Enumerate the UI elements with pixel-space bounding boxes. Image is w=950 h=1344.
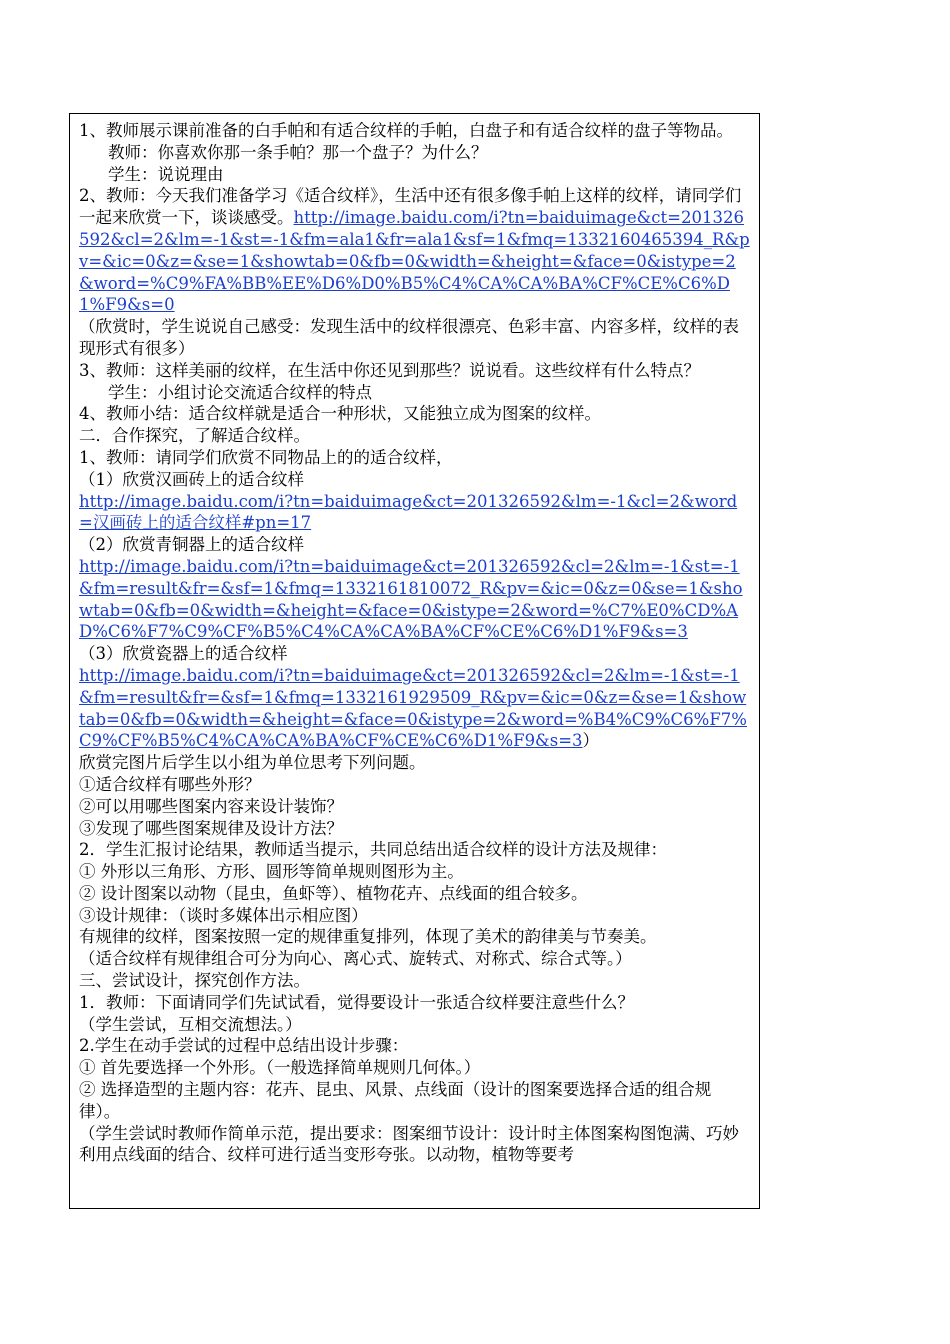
paragraph-text: （学生尝试，互相交流想法。）: [79, 1014, 302, 1034]
paragraph: [79, 491, 750, 535]
lesson-content: [79, 120, 750, 1166]
image-link[interactable]: http://image.baidu.com/i?tn=baiduimage&ct=201326592&cl=2&lm=-1&st=-1&fm=result&fr=&sf=1&fmq=1332161929509_R&pv=&ic=0&z=&se=1&showtab=0&fb=0&width=&height=&face=0&istype=2&word=%B4%C9%C6%F7%C9%CF%B5%C4%CA%CA%BA%CF%CE%C6%D1%F9&s=3: [79, 665, 747, 751]
paragraph-text: （学生尝试时教师作简单示范，提出要求：图案细节设计：设计时主体图案构图饱满、巧妙利用点线面的结合、纹样可进行适当变形夸张。以动物，植物等要考: [79, 1123, 739, 1165]
paragraph-suffix: ）: [582, 731, 600, 751]
paragraph-text: （2）欣赏青铜器上的适合纹样: [79, 535, 304, 555]
paragraph-text: ① 首先要选择一个外形。（一般选择简单规则几何体。）: [79, 1058, 481, 1078]
paragraph-text: 2.学生在动手尝试的过程中总结出设计步骤：: [79, 1036, 409, 1056]
paragraph-text: 2、教师：今天我们准备学习《适合纹样》，生活中还有很多像手帕上这样的纹样，请同学们一起来欣赏一下，谈谈感受。: [79, 186, 742, 228]
paragraph: [79, 447, 750, 469]
paragraph-text: ③发现了哪些图案规律及设计方法？: [79, 818, 343, 838]
image-link[interactable]: http://image.baidu.com/i?tn=baiduimage&ct=201326592&lm=-1&cl=2&word=汉画砖上的适合纹样#pn=17: [79, 491, 738, 533]
paragraph: [79, 425, 750, 447]
paragraph-text: （1）欣赏汉画砖上的适合纹样: [79, 469, 304, 489]
paragraph-text: ②可以用哪些图案内容来设计装饰？: [79, 796, 343, 816]
paragraph: [79, 643, 750, 665]
paragraph: [79, 992, 750, 1014]
image-link[interactable]: http://image.baidu.com/i?tn=baiduimage&ct=201326592&cl=2&lm=-1&st=-1&fm=result&fr=&sf=1&fmq=1332161810072_R&pv=&ic=0&z=0&se=1&showtab=0&fb=0&width=&height=&face=0&istype=2&word=%C7%E0%CD%AD%C6%F7%C9%CF%B5%C4%CA%CA%BA%CF%CE%C6%D1%F9&s=3: [79, 556, 743, 642]
paragraph: [79, 142, 750, 164]
paragraph-text: 4、教师小结：适合纹样就是适合一种形状，又能独立成为图案的纹样。: [79, 404, 601, 424]
paragraph: [79, 818, 750, 840]
paragraph: [79, 185, 750, 316]
paragraph-text: 1、教师：请同学们欣赏不同物品上的的适合纹样，: [79, 447, 453, 467]
paragraph: [79, 1123, 750, 1167]
paragraph: [79, 839, 750, 861]
paragraph: [79, 665, 750, 752]
paragraph: [79, 752, 750, 774]
paragraph: [79, 382, 750, 404]
paragraph: [79, 883, 750, 905]
paragraph-text: （3）欣赏瓷器上的适合纹样: [79, 644, 288, 664]
paragraph: [79, 1057, 750, 1079]
paragraph: [79, 926, 750, 948]
paragraph: [79, 905, 750, 927]
paragraph: [79, 1079, 750, 1123]
image-link[interactable]: http://image.baidu.com/i?tn=baiduimage&ct=201326592&cl=2&lm=-1&st=-1&fm=ala1&fr=ala1&sf=1&fmq=1332160465394_R&pv=&ic=0&z=&se=1&showtab=0&fb=0&width=&height=&face=0&istype=2&word=%C9%FA%BB%EE%D6%D0%B5%C4%CA%CA%BA%CF%CE%C6%D1%F9&s=0: [79, 208, 750, 315]
paragraph-text: ② 选择造型的主题内容：花卉、昆虫、风景、点线面（设计的图案要选择合适的组合规律）。: [79, 1080, 712, 1121]
paragraph: [79, 469, 750, 491]
paragraph: [79, 360, 750, 382]
paragraph: [79, 164, 750, 186]
paragraph-text: （适合纹样有规律组合可分为向心、离心式、旋转式、对称式、综合式等。）: [79, 949, 632, 969]
paragraph-text: （欣赏时，学生说说自己感受：发现生活中的纹样很漂亮、色彩丰富、内容多样，纹样的表现形式有很多）: [79, 317, 739, 358]
paragraph: [79, 556, 750, 643]
paragraph: [79, 948, 750, 970]
paragraph-text: 1．教师：下面请同学们先试试看，觉得要设计一张适合纹样要注意些什么？: [79, 992, 634, 1012]
paragraph-text: 3、教师：这样美丽的纹样，在生活中你还见到那些？说说看。这些纹样有什么特点？: [79, 360, 700, 380]
paragraph: [79, 1014, 750, 1036]
table-cell-frame: [69, 113, 760, 1209]
paragraph-text: 1、教师展示课前准备的白手帕和有适合纹样的手帕，白盘子和有适合纹样的盘子等物品。: [79, 121, 733, 140]
paragraph: [79, 970, 750, 992]
paragraph: [79, 403, 750, 425]
paragraph-text: 三、尝试设计，探究创作方法。: [79, 971, 310, 991]
paragraph-text: 有规律的纹样，图案按照一定的规律重复排列，体现了美术的韵律美与节奏美。: [79, 927, 657, 947]
paragraph-text: 欣赏完图片后学生以小组为单位思考下列问题。: [79, 753, 426, 773]
paragraph: [79, 316, 750, 360]
paragraph: [79, 796, 750, 818]
paragraph-text: 二．合作探究，了解适合纹样。: [79, 426, 310, 446]
paragraph: [79, 861, 750, 883]
paragraph-text: ③设计规律：（谈时多媒体出示相应图）: [79, 905, 368, 925]
paragraph-text: ①适合纹样有哪些外形？: [79, 774, 261, 794]
paragraph-text: 教师：你喜欢你那一条手帕？那一个盘子？为什么？: [108, 142, 488, 162]
paragraph: [79, 774, 750, 796]
paragraph: [79, 534, 750, 556]
paragraph: [79, 120, 750, 142]
paragraph-text: ② 设计图案以动物（昆虫，鱼虾等）、植物花卉、点线面的组合较多。: [79, 883, 588, 903]
paragraph-text: 学生：小组讨论交流适合纹样的特点: [108, 382, 372, 402]
paragraph-text: ① 外形以三角形、方形、圆形等简单规则图形为主。: [79, 862, 464, 882]
paragraph: [79, 1035, 750, 1057]
paragraph-text: 学生：说说理由: [108, 164, 224, 184]
paragraph-text: 2．学生汇报讨论结果，教师适当提示，共同总结出适合纹样的设计方法及规律：: [79, 840, 667, 860]
